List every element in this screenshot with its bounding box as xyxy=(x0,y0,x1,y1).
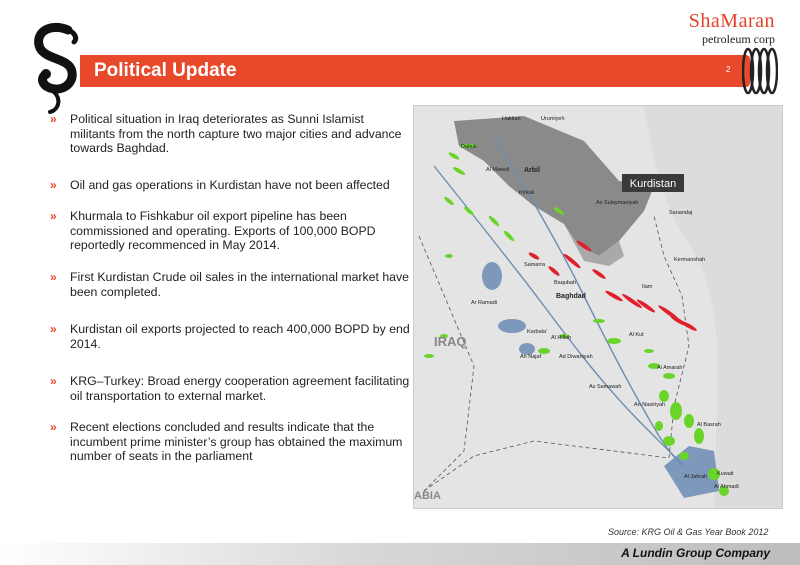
city-label: Al Jahrah xyxy=(684,474,708,480)
page-title: Political Update xyxy=(94,60,237,81)
city-label: Ar Ramadi xyxy=(471,300,497,306)
city-label: Hakkari xyxy=(502,116,521,122)
bullet-marker: » xyxy=(50,374,57,388)
city-label: Dahuk xyxy=(461,144,477,150)
city-label: Karbala' xyxy=(527,329,548,335)
bullet-marker: » xyxy=(50,322,57,336)
bullet-item xyxy=(50,209,410,253)
city-label: As Sulaymaniyah xyxy=(596,200,639,206)
city-label: Al Amarah xyxy=(657,365,683,371)
bullet-marker: » xyxy=(50,209,57,223)
source-caption: Source: KRG Oil & Gas Year Book 2012 xyxy=(608,527,769,537)
iraq-oil-fields-map xyxy=(413,105,783,509)
bullet-marker: » xyxy=(50,420,57,434)
brand-name: ShaMaran xyxy=(688,10,775,32)
bullet-marker: » xyxy=(50,112,57,126)
bullet-item xyxy=(50,112,410,156)
bullet-item xyxy=(50,178,410,193)
city-label: Al Hillah xyxy=(551,335,572,341)
bullet-item xyxy=(50,420,410,464)
brand-logo xyxy=(689,10,775,46)
city-label: Arbil xyxy=(524,167,540,174)
arabia-label: ABIA xyxy=(414,490,441,502)
city-label: Sanandaj xyxy=(669,210,693,216)
bullet-item xyxy=(50,374,410,403)
city-label: Kermanshah xyxy=(674,257,706,263)
bullet-item xyxy=(50,270,410,299)
city-label: Ad Diwaniyah xyxy=(559,354,593,360)
city-label: Kuwait xyxy=(717,471,734,477)
kurdistan-label: Kurdistan xyxy=(629,178,677,190)
bullet-text: Recent elections concluded and results indicate that the incumbent prime minister’s group has obtained the maximum number of seats in the parliament xyxy=(70,420,403,463)
city-label: Al Ahmadi xyxy=(714,484,739,490)
city-label: Urumiyeh xyxy=(541,116,565,122)
lake-tharthar xyxy=(482,262,502,290)
city-label: An Najaf xyxy=(520,354,542,360)
city-label: An Nasiriyah xyxy=(634,402,666,408)
page-number: 2 xyxy=(726,65,731,74)
city-label: Al Kut xyxy=(629,332,644,338)
city-label: Al Basrah xyxy=(697,422,721,428)
city-label: Samarra xyxy=(524,262,546,268)
bullet-marker: » xyxy=(50,270,57,284)
bullet-text: First Kurdistan Crude oil sales in the international market have been completed. xyxy=(70,270,410,299)
iraq-label: IRAQ xyxy=(434,334,467,349)
brand-rings-icon xyxy=(742,44,778,98)
city-label: Ilam xyxy=(642,284,653,290)
bullet-marker: » xyxy=(50,178,57,192)
bullet-item xyxy=(50,322,410,351)
bullet-text: Kurdistan oil exports projected to reach 400,000 BOPD by end 2014. xyxy=(70,322,410,351)
city-label: As Samawah xyxy=(589,384,622,390)
city-label: Baqubah xyxy=(554,280,577,286)
bullet-text: Political situation in Iraq deteriorates as Sunni Islamist militants from the north capture two major cities and advance towards Baghdad. xyxy=(70,112,402,155)
city-label: Kirkuk xyxy=(519,190,535,196)
lake-habbaniyah xyxy=(498,319,526,333)
brand-tagline: petroleum corp xyxy=(702,32,775,46)
city-label: Baghdad xyxy=(556,293,586,300)
bullet-text: KRG–Turkey: Broad energy cooperation agreement facilitating oil transportation to external market. xyxy=(70,374,410,403)
city-label: Al Mawsil xyxy=(486,167,510,173)
bullet-text: Khurmala to Fishkabur oil export pipeline has been commissioned and operating. Exports of 100,000 BOPD reportedly recommenced in May 2014. xyxy=(70,209,376,252)
bullet-text: Oil and gas operations in Kurdistan have not been affected xyxy=(70,178,390,192)
footer-text: A Lundin Group Company xyxy=(621,546,770,560)
